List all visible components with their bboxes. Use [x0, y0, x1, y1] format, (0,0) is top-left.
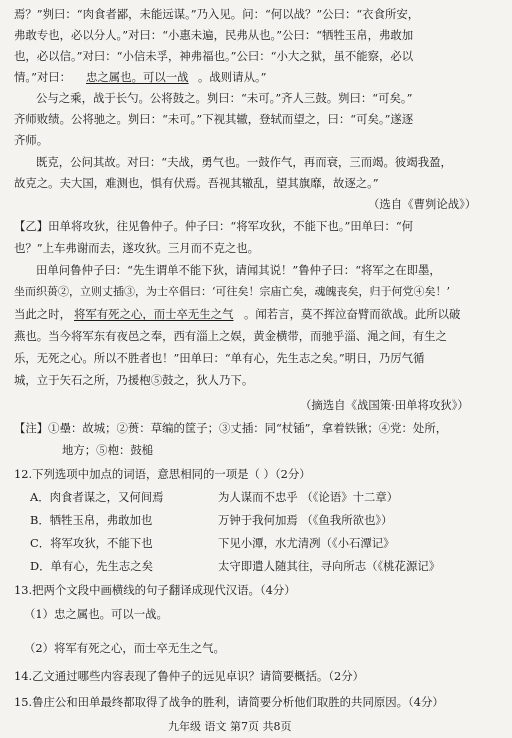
underlined-sentence-2: 将军有死之心，而士卒无生之气 — [74, 307, 234, 321]
exam-page: 焉？”刿曰：“肉食者鄙，未能远谋。”乃入见。问：“何以战？”公曰：“衣食所安， 弗敢专也，必以分人。”对曰：“小惠未遍，民弗从也。”公曰：“牺牲玉帛，弗敢加 也，必以信。”对曰：“小信未孚，神弗福也。”公曰：“小大之狱，虽不能察，必以 情。”对曰： 忠之属也。可以一战 。战则请从。” 公与之乘，战于长勺。公将鼓之。刿曰：“未可。”齐人三鼓。刿曰：“可矣。” 齐师败绩。公将驰之。刿曰：“未可。”下视其辙，登轼而望之，曰：“可矣。”遂逐 齐师。 既克，公问其故。对曰：“夫战，勇气也。一鼓作气，再而衰，三而竭。彼竭我盈， 故克之。夫大国，难测也，惧有伏焉。吾视其辙乱，望其旗靡，故逐之。” （选自《曹刿论战》） 【乙】田单将攻狄，往见鲁仲子。仲子曰：“将军攻狄，不能下也。”田单曰：“何 也？”上车弗谢而去，遂攻狄。三月而不克之也。 田单问鲁仲子曰：“先生谓单不能下狄，请闻其说！”鲁仲子曰：“将军之在即墨， 坐而织蒉②，立则丈插③，为士卒倡曰：‘可往矣！宗庙亡矣，魂魄丧矣，归于何党④矣！’ 当此之时， 将军有死之心，而士卒无生之气 。闻若言，莫不挥泣奋臂而欲战。此所以破 燕也。当今将军东有夜邑之奉，西有淄上之娱，黄金横带，而驰乎淄、渑之间，有生之 乐，无死之心。所以不胜者也！”田单曰：“单有心，先生志之矣。”明日，乃厉气循 城，立于矢石之所，乃援枹⑤鼓之，狄人乃下。 （摘选自《战国策·田单将攻狄》） 【注】①壘：故城；②蒉：草编的筐子；③丈插：同“杖锸”，拿着铁锹；④党：处所， 地方；⑤枹：鼓槌 12.下列选项中加点的词语，意思相同的一项是（ ）（2分） A．肉食者谋之，又何间焉 为人谋而不忠乎 （《论语》十二章） B．牺牲玉帛，弗敢加也 万钟于我何加焉 （《鱼我所欲也》） C．将军攻狄，不能下也 下见小潭，水尤清冽（《小石潭记》 D．单有心，先生志之矣 太守即遣人随其往，寻向所志（《桃花源记》 13.把两个文段中画横线的句子翻译成现代汉语。（4分） （1）忠之属也。可以一战。 （2）将军有死之心，而士卒无生之气。 14.乙文通过哪些内容表现了鲁仲子的远见卓识？请简要概括。（2分） 15.鲁庄公和田单最终都取得了战争的胜利，请简要分析他们取胜的共同原因。（4分） 九年级 语文 第7页 共8页 — [14, 7, 477, 733]
underlined-sentence-1: 忠之属也。可以一战 — [86, 70, 189, 84]
